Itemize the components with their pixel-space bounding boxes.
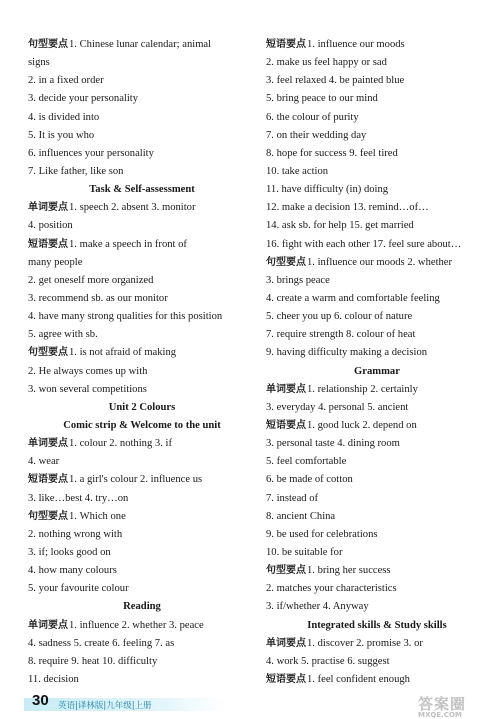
answer-text: 11. have difficulty (in) doing — [266, 184, 389, 196]
answer-line — [266, 526, 488, 544]
watermark-logo — [418, 693, 498, 717]
answer-text: 12. make a decision 13. remind…of… — [266, 202, 429, 214]
answer-line — [266, 254, 488, 272]
answer-line — [28, 54, 256, 72]
answer-text: 8. ancient China — [266, 510, 336, 522]
answer-line — [28, 199, 256, 217]
answer-text: 1. influence 2. whether 3. peace — [69, 619, 204, 631]
answer-line — [266, 36, 488, 54]
answer-line — [266, 90, 488, 108]
answer-text: 14. ask sb. for help 15. get married — [266, 220, 414, 232]
answer-line — [28, 217, 256, 235]
category-label: 短语要点 — [266, 673, 306, 685]
answer-text: 2. in a fixed order — [28, 75, 104, 87]
category-label: 单词要点 — [266, 383, 306, 395]
answer-text: 3. won several competitions — [28, 383, 147, 395]
answer-text: 5. It is you who — [28, 129, 95, 141]
answer-text: 7. on their wedding day — [266, 129, 367, 141]
answer-text: 4. have many strong qualities for this position — [28, 311, 223, 323]
answer-text: 11. decision — [28, 673, 79, 685]
answer-text: 4. position — [28, 220, 73, 232]
answer-line — [28, 163, 256, 181]
answer-text: 6. the colour of purity — [266, 111, 359, 123]
answer-line — [266, 163, 488, 181]
answer-text: 1. make a speech in front of — [69, 238, 187, 250]
answer-text: 7. instead of — [266, 492, 319, 504]
answer-line — [28, 381, 256, 399]
answer-line — [28, 490, 256, 508]
answer-text: 16. fight with each other 17. feel sure about… — [266, 238, 462, 250]
answer-line — [266, 471, 488, 489]
answer-line — [266, 399, 488, 417]
category-label: 单词要点 — [28, 438, 68, 450]
answer-line — [28, 508, 256, 526]
answer-text: 1. a girl's colour 2. influence us — [69, 474, 203, 486]
answer-text: 3. everyday 4. personal 5. ancient — [266, 401, 409, 413]
answer-text: 7. Like father, like son — [28, 165, 124, 177]
left-column — [28, 36, 256, 689]
answer-text: 8. require 9. heat 10. difficulty — [28, 655, 158, 667]
answer-text: 7. require strength 8. colour of heat — [266, 329, 416, 341]
answer-text: 1. relationship 2. certainly — [307, 383, 418, 395]
answer-text: 1. good luck 2. depend on — [307, 419, 417, 431]
answer-line — [28, 90, 256, 108]
category-label: 句型要点 — [28, 39, 68, 50]
book-title: 英语|译林版|九年级|上册 — [58, 701, 152, 711]
answer-line — [28, 562, 256, 580]
answer-line — [28, 344, 256, 362]
answer-line — [266, 236, 488, 254]
answer-line — [266, 326, 488, 344]
category-label: 短语要点 — [28, 474, 68, 486]
answer-text: 6. be made of cotton — [266, 474, 353, 486]
answer-line — [28, 653, 256, 671]
answer-line — [28, 290, 256, 308]
section-heading: Unit 2 Colours — [108, 401, 176, 413]
answer-text: 9. having difficulty making a decision — [266, 347, 428, 359]
answer-text: 10. be suitable for — [266, 546, 343, 558]
category-label: 句型要点 — [266, 256, 306, 268]
answer-line — [28, 580, 256, 598]
answer-line — [266, 671, 488, 689]
answer-text: 3. personal taste 4. dining room — [266, 438, 400, 450]
section-heading: Reading — [123, 601, 161, 613]
answer-line — [266, 308, 488, 326]
answer-text: 4. work 5. practise 6. suggest — [266, 655, 390, 667]
answer-text: 5. agree with sb. — [28, 329, 98, 341]
answer-text: 1. bring her success — [307, 565, 391, 577]
answer-line — [266, 127, 488, 145]
answer-text: 3. decide your personality — [28, 93, 139, 105]
answer-text: 1. discover 2. promise 3. or — [307, 637, 423, 649]
answer-text: 1. feel confident enough — [307, 673, 410, 685]
answer-text: 4. how many colours — [28, 565, 117, 577]
answer-text: 1. influence our moods — [307, 39, 405, 50]
answer-text: 3. if/whether 4. Anyway — [266, 601, 369, 613]
answer-line — [266, 598, 488, 616]
answer-text: 1. is not afraid of making — [69, 347, 177, 359]
answer-line — [28, 617, 256, 635]
answer-text: 5. bring peace to our mind — [266, 93, 378, 105]
answer-line — [266, 109, 488, 127]
section-heading: Task & Self-assessment — [89, 184, 195, 196]
answer-line — [266, 181, 488, 199]
answer-line — [266, 272, 488, 290]
answer-line — [28, 36, 256, 54]
answer-line — [28, 671, 256, 689]
answer-line — [266, 435, 488, 453]
answer-line — [28, 127, 256, 145]
answer-line — [266, 217, 488, 235]
answer-line — [28, 272, 256, 290]
section-heading: Comic strip & Welcome to the unit — [63, 419, 221, 431]
answer-text: 1. Chinese lunar calendar; animal — [69, 39, 212, 50]
answer-text: 6. influences your personality — [28, 147, 154, 159]
answer-line — [28, 236, 256, 254]
answer-line — [266, 417, 488, 435]
category-label: 短语要点 — [266, 39, 306, 50]
answer-line — [266, 381, 488, 399]
answer-text: 1. influence our moods 2. whether — [307, 256, 453, 268]
answer-line — [266, 580, 488, 598]
answer-text: 9. be used for celebrations — [266, 528, 378, 540]
answer-text: 5. cheer you up 6. colour of nature — [266, 311, 413, 323]
answer-text: 4. create a warm and comfortable feeling — [266, 292, 440, 304]
answer-text: 3. recommend sb. as our monitor — [28, 292, 168, 304]
category-label: 单词要点 — [266, 637, 306, 649]
answer-text: many people — [28, 256, 83, 268]
answer-line — [266, 199, 488, 217]
answer-line — [266, 635, 488, 653]
category-label: 短语要点 — [28, 238, 68, 250]
answer-text: 4. sadness 5. create 6. feeling 7. as — [28, 637, 175, 649]
answer-line — [28, 254, 256, 272]
answer-text: 8. hope for success 9. feel tired — [266, 147, 398, 159]
answer-line — [28, 72, 256, 90]
answer-text: 10. take action — [266, 165, 329, 177]
category-label: 句型要点 — [28, 347, 68, 359]
answer-line — [266, 562, 488, 580]
answer-text: 3. like…best 4. try…on — [28, 492, 129, 504]
answer-line — [266, 72, 488, 90]
answer-text: 2. make us feel happy or sad — [266, 57, 387, 69]
category-label: 句型要点 — [28, 510, 68, 522]
answer-line — [266, 453, 488, 471]
answer-line — [266, 490, 488, 508]
answer-text: 1. Which one — [69, 510, 126, 522]
answer-line — [28, 308, 256, 326]
answer-line — [266, 290, 488, 308]
answer-line — [28, 471, 256, 489]
answer-line — [28, 363, 256, 381]
answer-text: 3. brings peace — [266, 274, 330, 286]
watermark-url: MXQE.COM — [418, 711, 462, 719]
answer-text: 4. is divided into — [28, 111, 100, 123]
answer-text: 3. if; looks good on — [28, 546, 111, 558]
answer-text: 1. colour 2. nothing 3. if — [69, 438, 172, 450]
answer-line — [266, 653, 488, 671]
answer-text: 2. matches your characteristics — [266, 583, 397, 595]
answer-line — [28, 453, 256, 471]
answer-line — [28, 326, 256, 344]
page-number: 30 — [32, 692, 49, 709]
answer-text: 5. your favourite colour — [28, 583, 129, 595]
answer-line — [28, 544, 256, 562]
answer-line — [28, 635, 256, 653]
answer-text: 2. He always comes up with — [28, 365, 148, 377]
answer-text: 2. nothing wrong with — [28, 528, 123, 540]
answer-line — [266, 344, 488, 362]
answer-text: 3. feel relaxed 4. be painted blue — [266, 75, 405, 87]
answer-text: signs — [28, 57, 50, 69]
section-heading: Grammar — [354, 365, 400, 377]
answer-line — [28, 145, 256, 163]
answer-text: 2. get oneself more organized — [28, 274, 154, 286]
section-heading: Integrated skills & Study skills — [307, 619, 447, 631]
watermark-text: 答案圈 — [418, 695, 467, 713]
answer-line — [28, 526, 256, 544]
answer-text: 4. wear — [28, 456, 60, 468]
category-label: 单词要点 — [28, 202, 68, 214]
category-label: 短语要点 — [266, 419, 306, 431]
answer-text: 1. speech 2. absent 3. monitor — [69, 202, 196, 214]
answer-line — [266, 544, 488, 562]
right-column — [266, 36, 488, 689]
answer-line — [266, 508, 488, 526]
answer-line — [28, 109, 256, 127]
answer-line — [266, 54, 488, 72]
answer-line — [28, 435, 256, 453]
category-label: 句型要点 — [266, 565, 306, 577]
answer-line — [266, 145, 488, 163]
answer-text: 5. feel comfortable — [266, 456, 347, 468]
category-label: 单词要点 — [28, 619, 68, 631]
